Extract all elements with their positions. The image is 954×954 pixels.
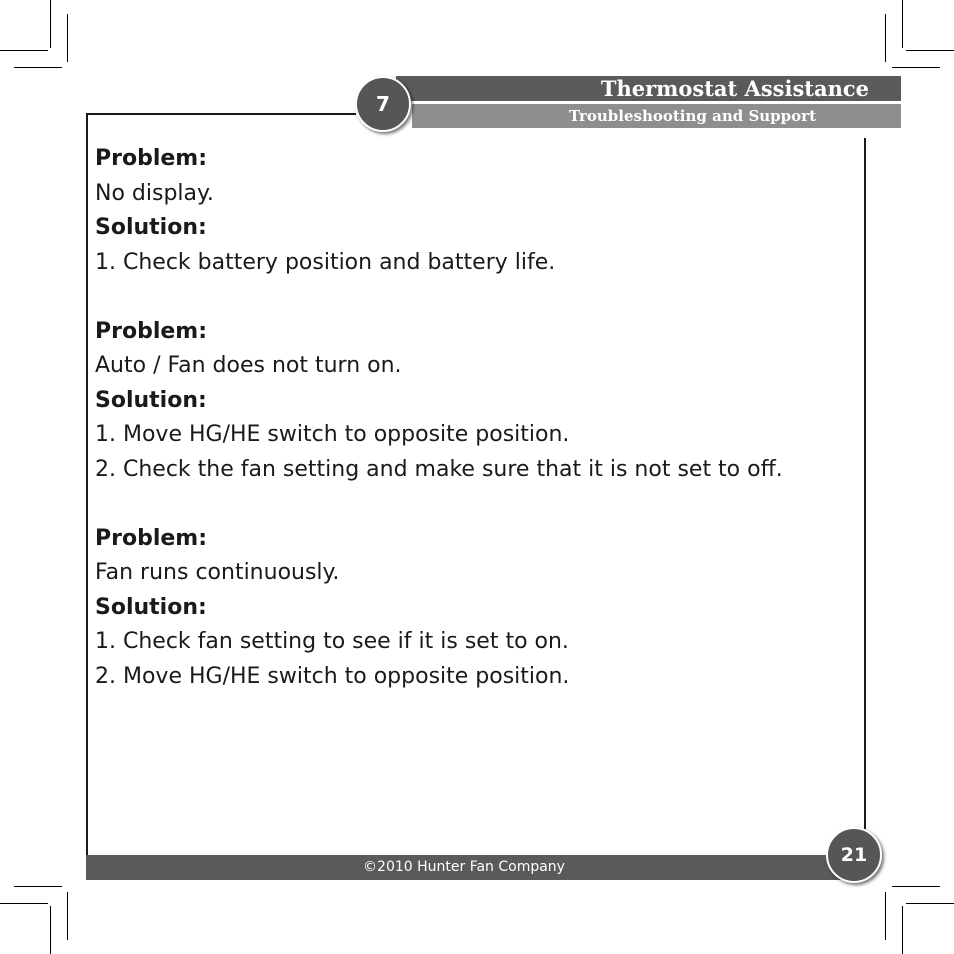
crop-mark — [50, 906, 51, 954]
solution-step: 2. Move HG/HE switch to opposite position. — [95, 663, 570, 689]
crop-mark — [885, 14, 886, 62]
crop-mark — [885, 892, 886, 940]
crop-mark — [0, 903, 48, 904]
problem-block — [95, 522, 855, 695]
crop-mark — [892, 886, 940, 887]
crop-mark — [50, 0, 51, 48]
solution-label: Solution: — [95, 594, 207, 620]
solution-step: 2. Check the fan setting and make sure that it is not set to off. — [95, 456, 783, 482]
solution-label: Solution: — [95, 215, 207, 240]
spacer — [95, 487, 855, 522]
crop-mark — [906, 50, 954, 51]
problem-label: Problem: — [95, 525, 208, 551]
chapter-number-badge: 7 — [355, 76, 411, 132]
frame-top-rule — [86, 113, 356, 115]
page-number-badge: 21 — [826, 827, 882, 883]
frame-left-rule — [86, 113, 88, 855]
solution-step: 1. Check battery position and battery life. — [95, 249, 556, 275]
problem-text: Auto / Fan does not turn on. — [95, 353, 402, 378]
crop-mark — [902, 906, 903, 954]
solution-step: 1. Check fan setting to see if it is set to on. — [95, 629, 569, 654]
troubleshooting-content — [95, 142, 855, 694]
solution-step: 1. Move HG/HE switch to opposite position. — [95, 422, 570, 447]
crop-mark — [0, 50, 48, 51]
solution-label: Solution: — [95, 387, 207, 413]
problem-block — [95, 315, 855, 488]
frame-right-rule — [864, 138, 866, 830]
footer-copyright: ©2010 Hunter Fan Company — [86, 855, 842, 880]
problem-block — [95, 142, 855, 280]
crop-mark — [67, 14, 68, 62]
problem-label: Problem: — [95, 318, 208, 344]
crop-mark — [902, 0, 903, 48]
crop-mark — [14, 67, 62, 68]
section-subtitle: Troubleshooting and Support — [412, 104, 901, 128]
crop-mark — [892, 67, 940, 68]
crop-mark — [906, 903, 954, 904]
problem-label: Problem: — [95, 146, 208, 171]
crop-mark — [14, 886, 62, 887]
problem-text: No display. — [95, 180, 214, 206]
spacer — [95, 280, 855, 315]
section-title: Thermostat Assistance — [396, 76, 901, 101]
crop-mark — [67, 892, 68, 940]
problem-text: Fan runs continuously. — [95, 560, 340, 585]
